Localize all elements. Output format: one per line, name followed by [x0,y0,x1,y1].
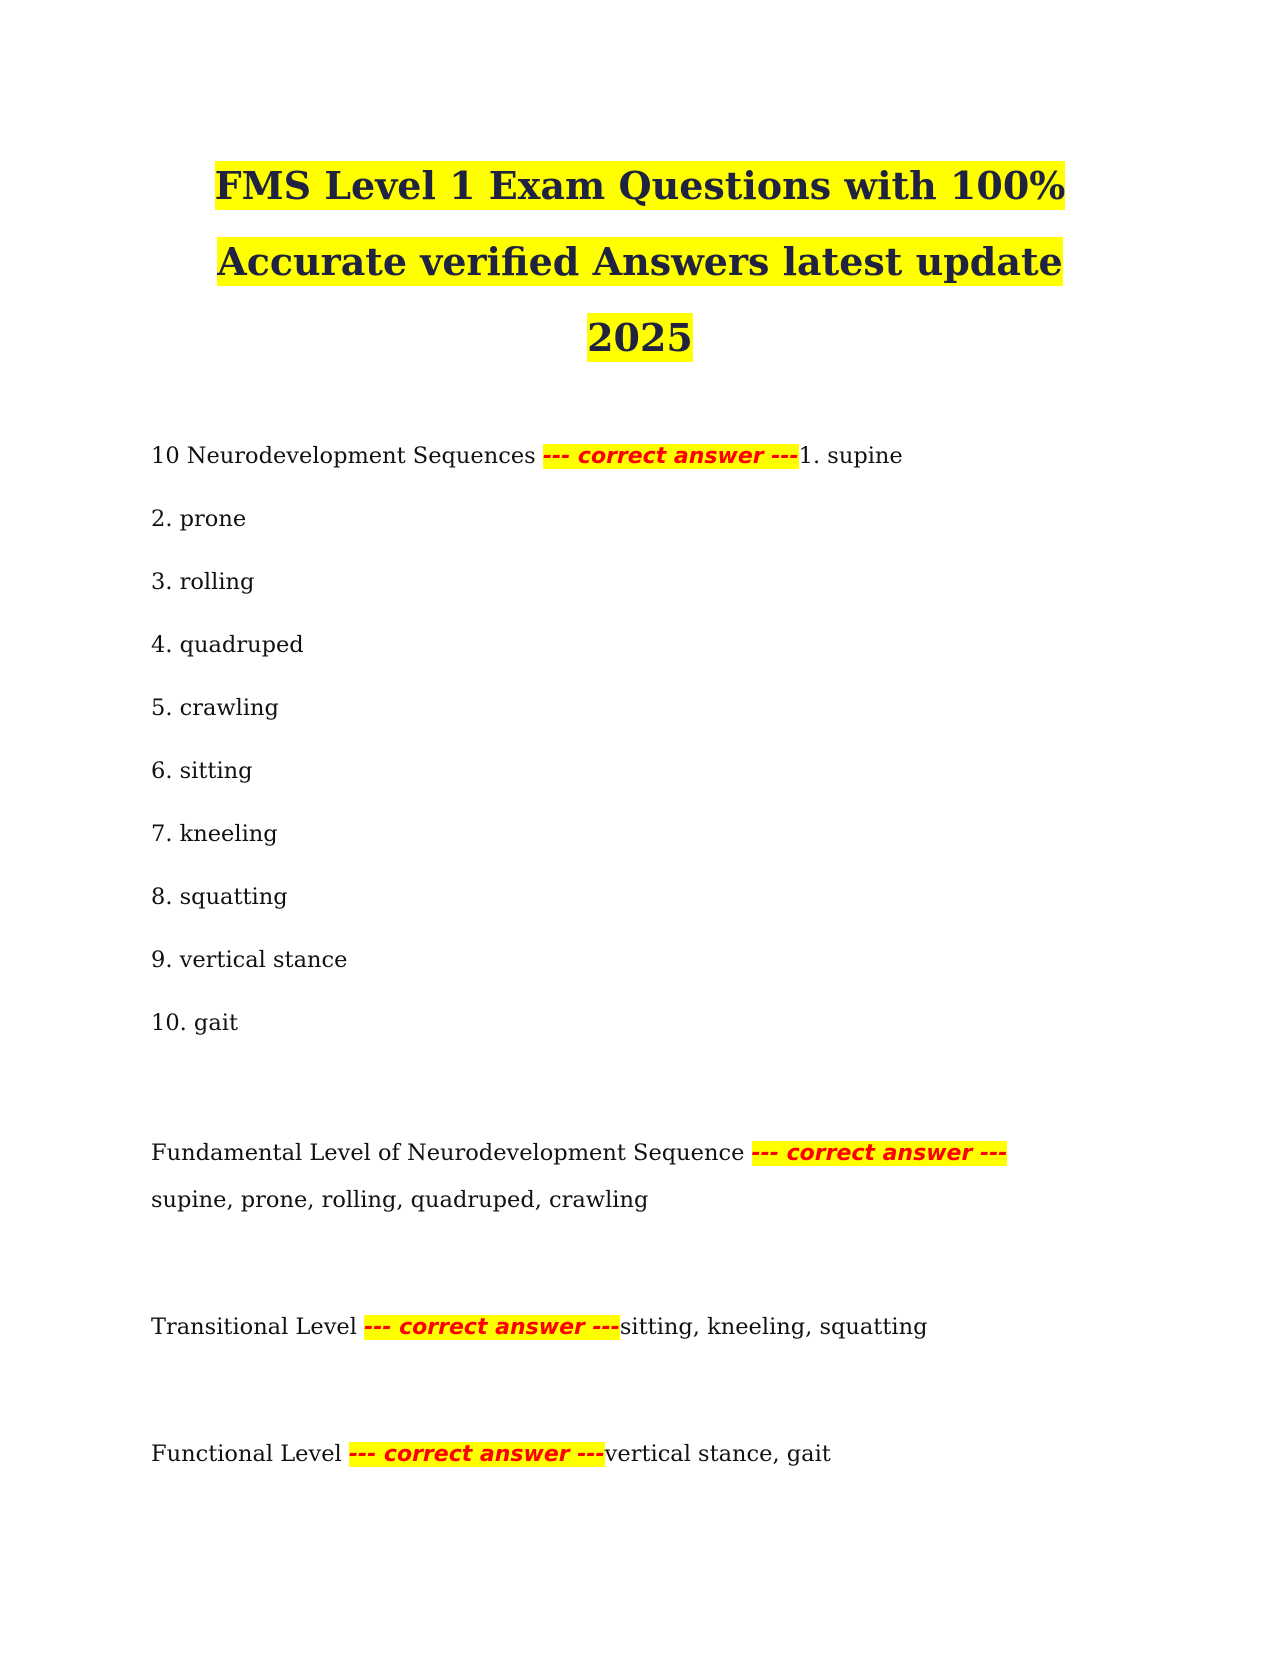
correct-answer-tag-4: --- correct answer --- [348,1442,605,1467]
list-item: 2. prone [151,506,247,532]
correct-answer-tag-2: --- correct answer --- [751,1141,1008,1166]
title-line-2: Accurate verified Answers latest update [217,239,1063,284]
title-line-3: 2025 [587,315,693,360]
question-2-text: Fundamental Level of Neurodevelopment Sequence [151,1140,752,1166]
document-title [150,148,1130,376]
question-3 [151,1304,1141,1351]
question-4 [151,1431,1141,1478]
question-1 [151,436,1141,499]
list-item: 4. quadruped [151,632,304,658]
list-item: 6. sitting [151,758,253,784]
qa-content [151,436,1141,1478]
question-2 [151,1130,1141,1224]
answer-2-text: supine, prone, rolling, quadruped, crawling [151,1187,649,1213]
question-4-text: Functional Level [151,1441,349,1467]
list-item: 5. crawling [151,695,279,721]
list-item: 3. rolling [151,569,255,595]
title-line-1: FMS Level 1 Exam Questions with 100% [214,163,1066,208]
answer-4-text: vertical stance, gait [604,1441,831,1467]
answer-1-first-item: 1. supine [798,443,903,469]
list-item: 10. gait [151,1010,238,1036]
question-3-text: Transitional Level [151,1314,365,1340]
list-item: 7. kneeling [151,821,278,847]
list-item: 8. squatting [151,884,288,910]
correct-answer-tag-1: --- correct answer --- [542,444,799,469]
correct-answer-tag-3: --- correct answer --- [364,1315,620,1340]
list-item: 9. vertical stance [151,947,348,973]
answer-3-text: sitting, kneeling, squatting [619,1314,928,1340]
question-1-text: 10 Neurodevelopment Sequences [151,443,543,469]
